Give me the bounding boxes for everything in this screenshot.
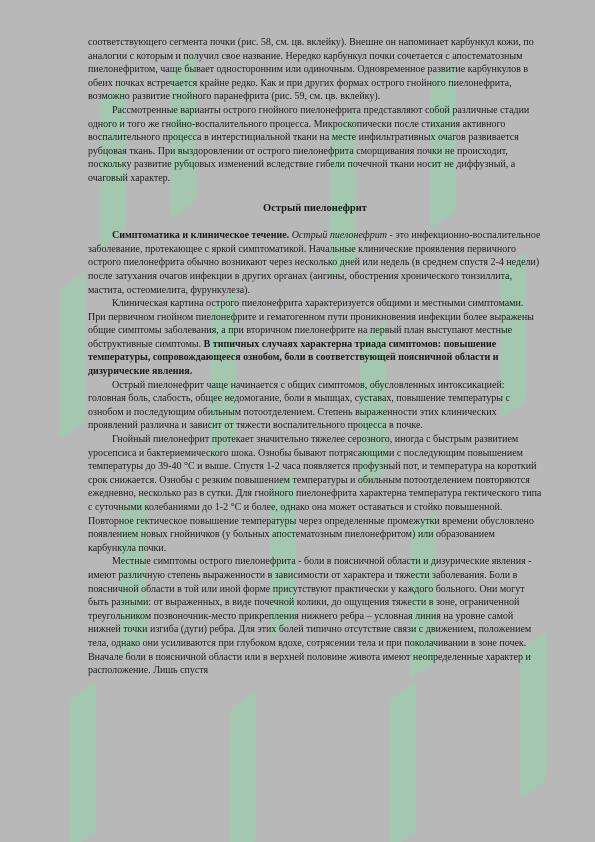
paragraph-general-symptoms: Острый пиелонефрит чаще начинается с общих симптомов, обусловленных интоксикацией: головная боль, слабость, общее недомогание, боли в мышцах, суставах, повышение температуры с ознобом и последующим обильным потоотделением. Степень выраженности этих клинических проявлений различна и зависит от тяжести воспалительного процесса в почке. [88, 379, 510, 432]
document-body [88, 36, 542, 678]
paragraph-variants: Рассмотренные варианты острого гнойного пиелонефрита представляют собой различные стадии одного и того же гнойно-воспалительного процесса. Микроскопически после стихания активного воспалительного процесса в интерстициальной ткани на месте инфильтративных очагов развивается рубцовая ткань. При выздоровлении от острого пиелонефрита сморщивания почки не происходит, поскольку развитие рубцовых изменений вследствие гибели почечной ткани носит не диффузный, а очаговый характер. [88, 104, 530, 184]
paragraph-local-symptoms: Местные симптомы острого пиелонефрита - боли в поясничной области и дизурические явления - имеют различную степень выраженности в зависимости от характера и тяжести заболевания. Боли в поясничной области в той или иной форме присутствуют практически у каждого больного. Они могут быть разными: от выраженных, в виде почечной колики, до ощущения тяжести в зоне, ограниченной треугольником позвоночник-место прикрепления нижнего ребра – условная линия на уровне самой нижней точки изгиба (дуги) ребра. Для этих болей типично отсутствие связи с движением, положением тела, однако они усиливаются при глубоком вдохе, сотрясении тела и при поколачивании в зоне почек. Вначале боли в поясничной области или в верхней половине живота имеют неопределенные характер и расположение. Лишь спустя [88, 556, 532, 677]
triad-bold-text: В типичных случаях характерна триада симптомов: повышение температуры, сопровождающееся ознобом, боли в соответствующей поясничной области и дизурические явления. [88, 338, 499, 378]
section-heading: Острый пиелонефрит [263, 202, 367, 214]
symptoms-lead-bold: Симптоматика и клиническое течение. [112, 230, 290, 242]
symptoms-lead-italic: Острый пиелонефрит [291, 230, 387, 242]
paragraph-purulent: Гнойный пиелонефрит протекает значительно тяжелее серозного, иногда с быстрым развитием уросепсиса и бактериемического шока. Ознобы бывают потрясающими с последующим повышением температуры до 39-40 °С и выше. Спустя 1-2 часа появляется профузный пот, и температура на короткий срок снижается. Ознобы с резким повышением температуры и обильным потоотделением повторяются ежедневно, несколько раз в сутки. Для гнойного пиелонефрита характерна температура гектического типа с суточными колебаниями до 1-2 °С и более, однако она может оставаться и стойко повышенной. Повторное гектическое повышение температуры через определенные промежутки времени обусловлено появлением новых гнойничков (у больных апостематозным пиелонефритом) или образованием карбункула почки. [88, 434, 542, 554]
symptoms-intro-text: - это инфекционно-воспалительное заболевание, протекающее с яркой симптоматикой. Начальные клинические проявления первичного острого пиелонефрита обычно возникают через несколько дней или недель (в среднем спустя 2-4 недели) после затухания очагов инфекции в других органах (ангины, обострения хронического тонзиллита, мастита, остеомиелита, фурункулеза). [88, 230, 541, 296]
paragraph-carbuncle: соответствующего сегмента почки (рис. 58, см. цв. вклейку). Внешне он напоминает карбункул кожи, по аналогии с которым и получил свое название. Нередко карбункул почки сочетается с апостематозным пиелонефритом, чаще бывает односторонним или одиночным. Одновременное развитие карбункулов в обеих почках встречается крайне редко. Как и при других формах острого гнойного пиелонефрита, возможно развитие гнойного паранефрита (рис. 59, см. цв. вклейку). [88, 37, 534, 103]
paragraph-clinical-picture [88, 297, 542, 379]
paragraph-symptoms-intro [88, 229, 542, 297]
clinical-picture-text: Клиническая картина острого пиелонефрита характеризуется общими и местными симптомами. При первичном гнойном пиелонефрите и гематогенном пути проникновения инфекции более выражены общие симптомы заболевания, а при вторичном пиелонефрите на первый план выступают местные обструктивные симптомы. [88, 298, 534, 350]
